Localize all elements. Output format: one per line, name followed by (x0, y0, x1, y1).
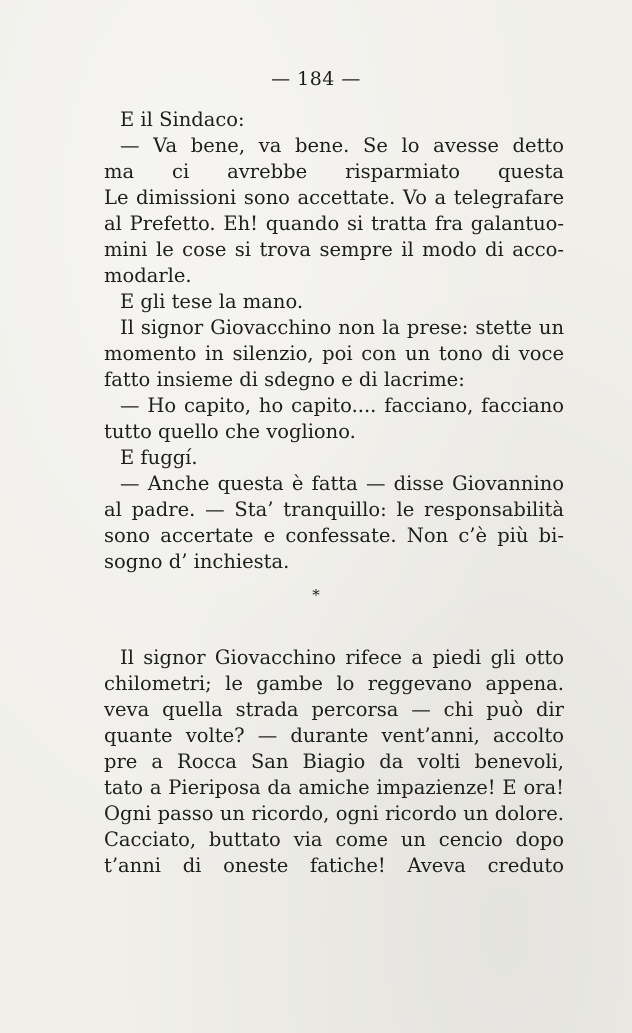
text-line: pre a Rocca San Biagio da volti benevoli, (104, 750, 564, 773)
page-number: — 184 — (271, 68, 361, 90)
text-line: fatto insieme di sdegno e di lacrime: (104, 368, 465, 391)
text-line: E fuggí. (120, 446, 198, 469)
text-line: Le dimissioni sono accettate. Vo a telegrafare (104, 186, 564, 209)
text-line: ma ci avrebbe risparmiato questa (104, 160, 564, 183)
text-line: mini le cose si trova sempre il modo di acco- (104, 238, 564, 261)
text-line: — Va bene, va bene. Se lo avesse detto (120, 134, 564, 157)
text-line: sogno d’ inchiesta. (104, 550, 290, 573)
text-block-dialogue (104, 107, 564, 575)
text-line: al padre. — Sta’ tranquillo: le responsabilità (104, 498, 564, 521)
text-line: Il signor Giovacchino non la prese: stette un (120, 316, 564, 339)
text-line: Ogni passo un ricordo, ogni ricordo un dolore. (104, 802, 564, 825)
text-line: quante volte? — durante vent’anni, accolto (104, 724, 564, 747)
text-line: sono accertate e confessate. Non c’è più bi- (104, 524, 564, 547)
text-line: Il signor Giovacchino rifece a piedi gli otto (120, 646, 564, 669)
text-line: Cacciato, buttato via come un cencio dopo (104, 828, 564, 851)
section-separator: * (312, 586, 320, 604)
text-block-narrative (104, 645, 564, 879)
text-line: chilometri; le gambe lo reggevano appena. (104, 672, 564, 695)
text-line: tato a Pieriposa da amiche impazienze! E ora! (104, 776, 564, 799)
text-line: al Prefetto. Eh! quando si tratta fra galantuo- (104, 212, 564, 235)
text-line: — Ho capito, ho capito.... facciano, facciano (120, 394, 564, 417)
text-line: momento in silenzio, poi con un tono di voce (104, 342, 564, 365)
text-line: tutto quello che vogliono. (104, 420, 356, 443)
text-line: t’anni di oneste fatiche! Aveva creduto (104, 854, 564, 877)
text-line: — Anche questa è fatta — disse Giovannino (120, 472, 564, 495)
text-line: E gli tese la mano. (120, 290, 304, 313)
text-line: E il Sindaco: (120, 108, 245, 131)
text-line: modarle. (104, 264, 192, 287)
text-line: veva quella strada percorsa — chi può dir (104, 698, 564, 721)
